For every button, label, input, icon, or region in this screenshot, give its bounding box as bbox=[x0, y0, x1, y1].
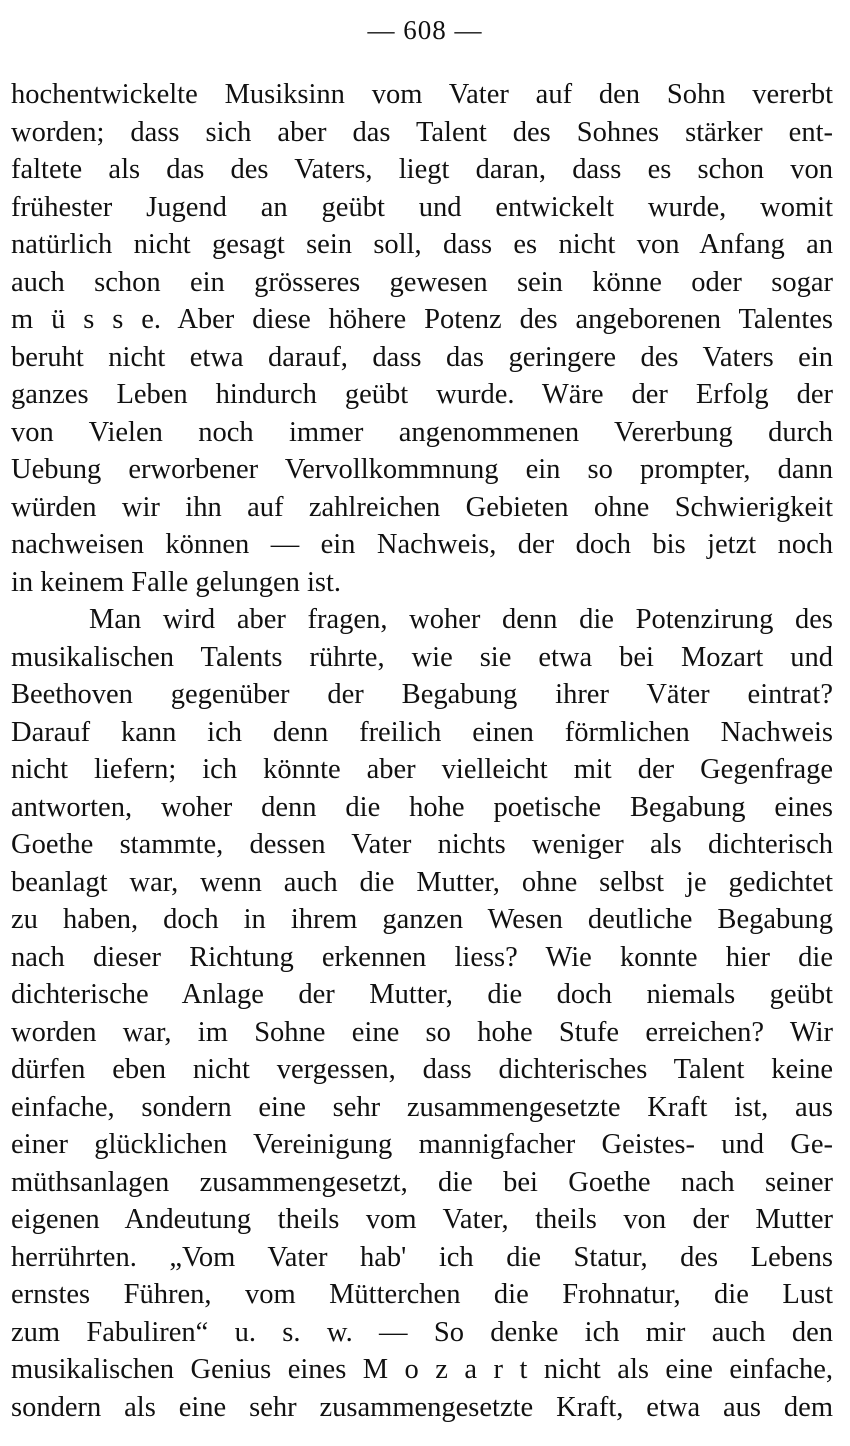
text-line: würden wir ihn auf zahlreichen Gebieten ohne Schwierigkeit bbox=[11, 491, 833, 523]
text-line: nach dieser Richtung erkennen liess? Wie konnte hier die bbox=[11, 941, 833, 973]
text-line: zu haben, doch in ihrem ganzen Wesen deutliche Begabung bbox=[11, 904, 833, 935]
text-line: herrührten. „Vom Vater hab' ich die Statur, des Lebens bbox=[11, 1241, 833, 1273]
text-line: faltete als das des Vaters, liegt daran, dass es schon von bbox=[11, 154, 833, 185]
text-line: einer glücklichen Vereinigung mannigfacher Geistes- und Ge- bbox=[11, 1129, 833, 1160]
text-line: beruht nicht etwa darauf, dass das geringere des Vaters ein bbox=[11, 341, 833, 373]
text-line: eigenen Andeutung theils vom Vater, theils von der Mutter bbox=[11, 1204, 833, 1235]
paragraph-1 bbox=[11, 76, 833, 601]
text-line: nicht liefern; ich könnte aber vielleicht mit der Gegenfrage bbox=[11, 754, 833, 785]
text-line: von Vielen noch immer angenommenen Vererbung durch bbox=[11, 416, 833, 448]
text-line: natürlich nicht gesagt sein soll, dass es nicht von Anfang an bbox=[11, 229, 833, 260]
text-line: Darauf kann ich denn freilich einen förmlichen Nachweis bbox=[11, 716, 833, 748]
text-line: hochentwickelte Musiksinn vom Vater auf den Sohn vererbt bbox=[11, 79, 833, 110]
text-line: dichterische Anlage der Mutter, die doch niemals geübt bbox=[11, 979, 833, 1010]
text-line: ganzes Leben hindurch geübt wurde. Wäre der Erfolg der bbox=[11, 379, 833, 410]
page-number: — 608 — bbox=[367, 15, 483, 45]
text-line: musikalischen Talents rührte, wie sie etwa bei Mozart und bbox=[11, 641, 833, 673]
text-line: nachweisen können — ein Nachweis, der doch bis jetzt noch bbox=[11, 529, 833, 560]
text-line: beanlagt war, wenn auch die Mutter, ohne selbst je gedichtet bbox=[11, 866, 833, 898]
text-line: frühester Jugend an geübt und entwickelt wurde, womit bbox=[11, 191, 833, 223]
text-line: antworten, woher denn die hohe poetische Begabung eines bbox=[11, 791, 833, 823]
text-line: in keinem Falle gelungen ist. bbox=[11, 566, 342, 598]
text-line: dürfen eben nicht vergessen, dass dichterisches Talent keine bbox=[11, 1054, 833, 1085]
text-line: müthsanlagen zusammengesetzt, die bei Goethe nach seiner bbox=[11, 1166, 833, 1198]
paragraph-2 bbox=[11, 601, 833, 1426]
text-line: worden; dass sich aber das Talent des Sohnes stärker ent- bbox=[11, 116, 833, 148]
text-line: einfache, sondern eine sehr zusammengesetzte Kraft ist, aus bbox=[11, 1091, 833, 1123]
text-line: auch schon ein grösseres gewesen sein könne oder sogar bbox=[11, 266, 833, 298]
text-line: sondern als eine sehr zusammengesetzte Kraft, etwa aus dem bbox=[11, 1391, 833, 1423]
page-body bbox=[11, 76, 833, 1426]
text-line: zum Fabuliren“ u. s. w. — So denke ich mir auch den bbox=[11, 1316, 833, 1348]
text-line: m ü s s e. Aber diese höhere Potenz des angeborenen Talentes bbox=[11, 304, 833, 335]
text-line: Goethe stammte, dessen Vater nichts weniger als dichterisch bbox=[11, 829, 833, 860]
text-line: Uebung erworbener Vervollkommnung ein so prompter, dann bbox=[11, 454, 833, 485]
text-line: ernstes Führen, vom Mütterchen die Frohnatur, die Lust bbox=[11, 1279, 833, 1310]
text-line: Beethoven gegenüber der Begabung ihrer Väter eintrat? bbox=[11, 679, 833, 710]
text-line: musikalischen Genius eines M o z a r t nicht als eine einfache, bbox=[11, 1354, 833, 1385]
text-line: Man wird aber fragen, woher denn die Potenzirung des bbox=[89, 604, 833, 635]
text-line: worden war, im Sohne eine so hohe Stufe erreichen? Wir bbox=[11, 1016, 833, 1048]
